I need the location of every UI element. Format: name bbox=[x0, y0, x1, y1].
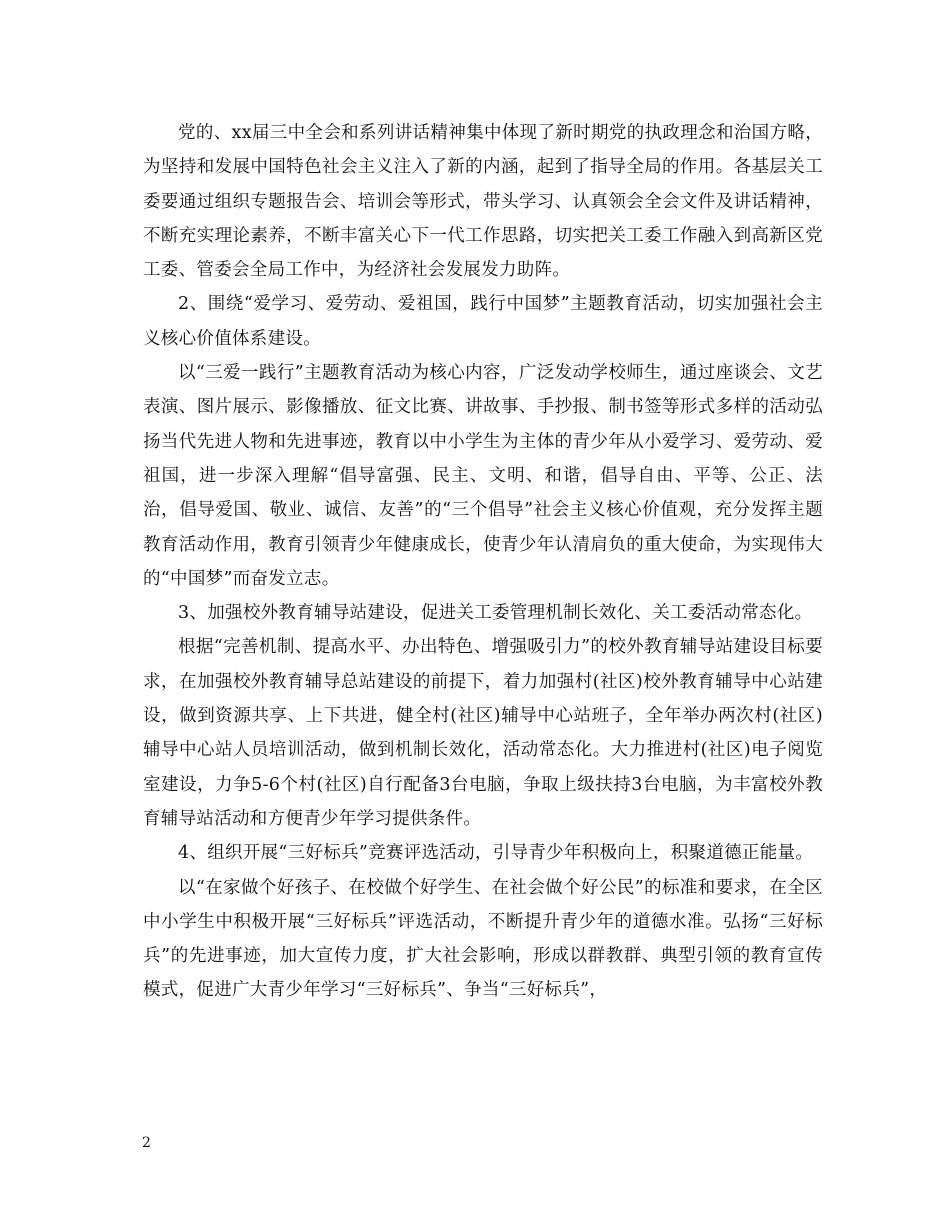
paragraph-2-heading: 2、围绕“爱学习、爱劳动、爱祖国，践行中国梦”主题教育活动，切实加强社会主义核心价值体系建设。 bbox=[143, 294, 823, 349]
paragraph-1: 党的、xx届三中全会和系列讲话精神集中体现了新时期党的执政理念和治国方略，为坚持和发展中国特色社会主义注入了新的内涵，起到了指导全局的作用。各基层关工委要通过组织专题报告会、培训会等形式，带头学习、认真领会全会文件及讲话精神，不断充实理论素养，不断丰富关心下一代工作思路，切实把关工委工作融入到高新区党工委、管委会全局工作中，为经济社会发展发力助阵。 bbox=[143, 123, 823, 281]
paragraph-6-heading: 4、组织开展“三好标兵”竞赛评选活动，引导青少年积极向上，积聚道德正能量。 bbox=[178, 843, 814, 864]
paragraph-7: 以“在家做个好孩子、在校做个好学生、在社会做个好公民”的标准和要求，在全区中小学生中积极开展“三好标兵”评选活动，不断提升青少年的道德水准。弘扬“三好标兵”的先进事迹，加大宣传力度，扩大社会影响，形成以群教群、典型引领的教育宣传模式，促进广大青少年学习“三好标兵”、争当“三好标兵”， bbox=[143, 877, 823, 1001]
document-body bbox=[143, 116, 823, 1008]
page-number: 2 bbox=[142, 1135, 151, 1151]
paragraph-4-heading: 3、加强校外教育辅导站建设，促进关工委管理机制长效化、关工委活动常态化。 bbox=[178, 603, 813, 624]
paragraph-5: 根据“完善机制、提高水平、办出特色、增强吸引力”的校外教育辅导站建设目标要求，在加强校外教育辅导总站建设的前提下，着力加强村(社区)校外教育辅导中心站建设，做到资源共享、上下共进，健全村(社区)辅导中心站班子，全年举办两次村(社区)辅导中心站人员培训活动，做到机制长效化，活动常态化。大力推进村(社区)电子阅览室建设，力争5-6个村(社区)自行配备3台电脑，争取上级扶持3台电脑，为丰富校外教育辅导站活动和方便青少年学习提供条件。 bbox=[143, 637, 823, 829]
paragraph-3: 以“三爱一践行”主题教育活动为核心内容，广泛发动学校师生，通过座谈会、文艺表演、图片展示、影像播放、征文比赛、讲故事、手抄报、制书签等形式多样的活动弘扬当代先进人物和先进事迹，教育以中小学生为主体的青少年从小爱学习、爱劳动、爱祖国，进一步深入理解“倡导富强、民主、文明、和谐，倡导自由、平等、公正、法治，倡导爱国、敬业、诚信、友善”的“三个倡导”社会主义核心价值观，充分发挥主题教育活动作用，教育引领青少年健康成长，使青少年认清肩负的重大使命，为实现伟大的“中国梦”而奋发立志。 bbox=[143, 363, 823, 589]
